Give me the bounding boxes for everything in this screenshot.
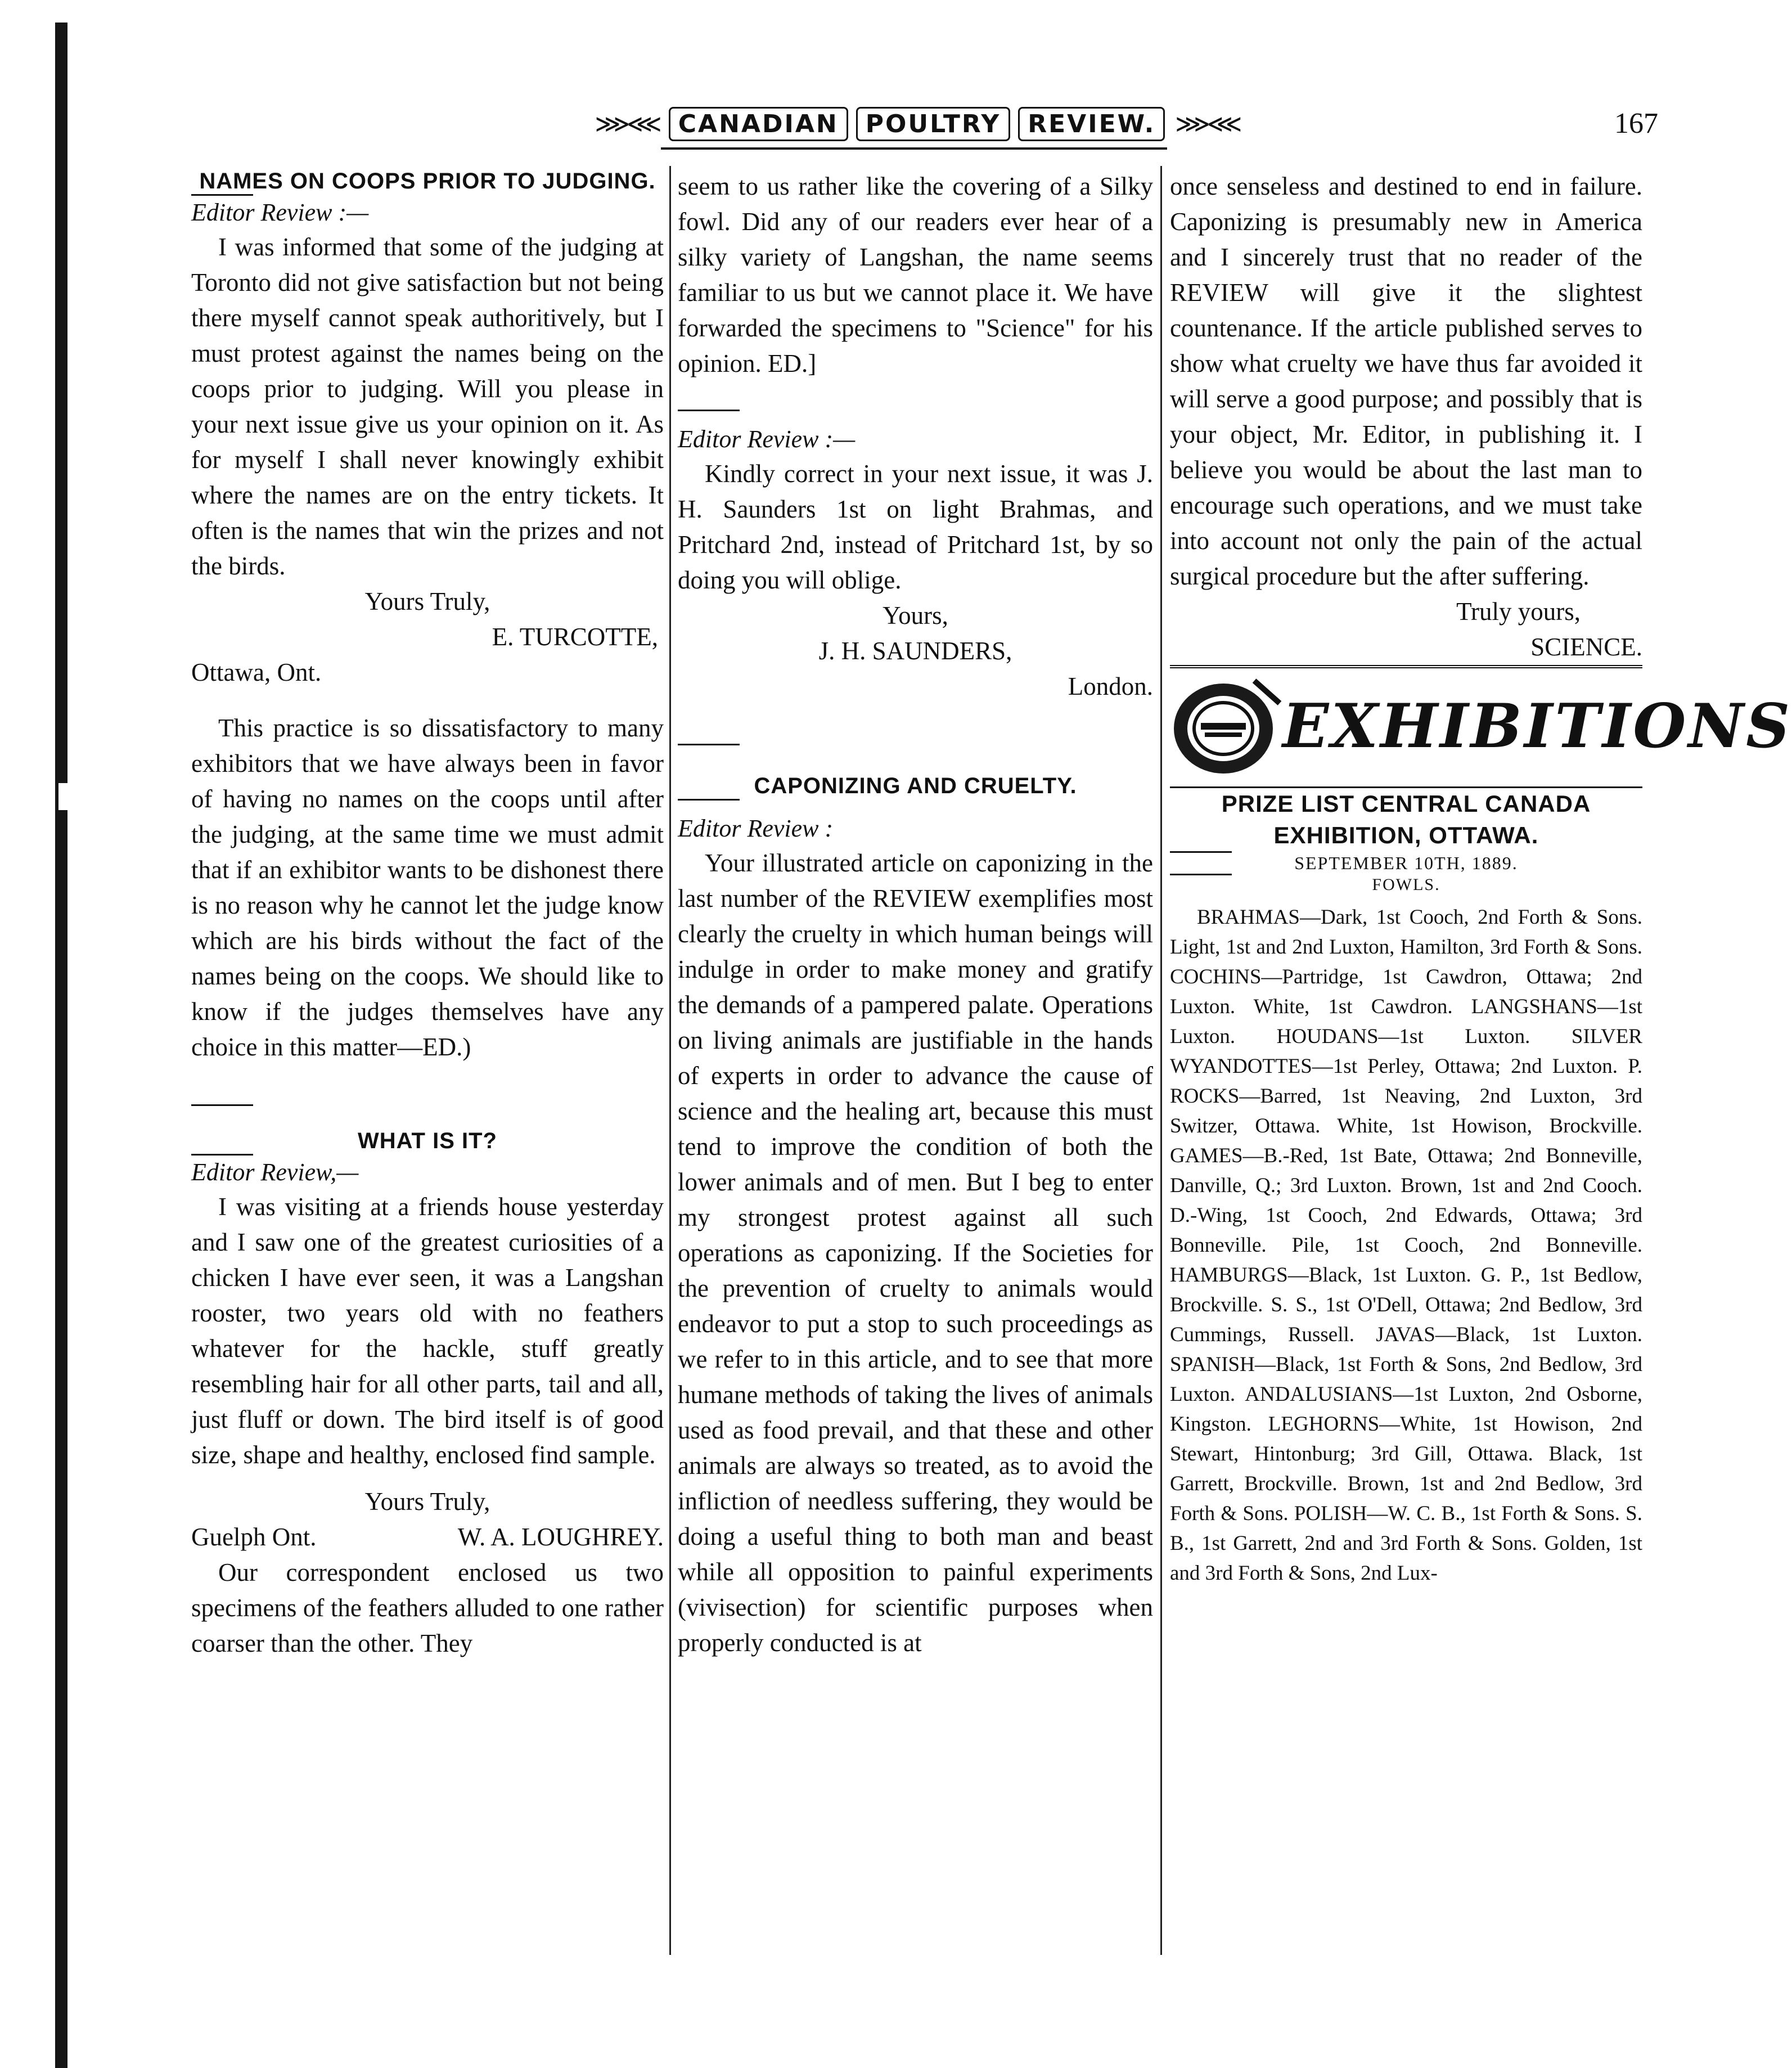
- masthead-title: [669, 107, 1165, 141]
- letter-place: Guelph Ont.: [191, 1523, 317, 1551]
- masthead-left-ornament: ⋙⋘: [595, 110, 659, 138]
- letter-closing: Yours,: [883, 601, 948, 630]
- column-1: [191, 169, 664, 1661]
- editor-salutation: Editor Review :—: [678, 425, 856, 453]
- exhibitions-banner: [1170, 665, 1792, 788]
- letter-body: I was informed that some of the judging at Toronto did not give satisfaction but not being there myself cannot speak authoritively, but I must protest against the names being on the coops prior to judging. Will you please in your next issue give us your opinion on it. As for myself I shall never knowingly exhibit where the names are on the entry tickets. It often is the names that win the prizes and not the birds.: [191, 233, 664, 580]
- masthead-word-2: POULTRY: [856, 107, 1010, 141]
- letter-closing: Yours Truly,: [364, 587, 490, 615]
- separator: [678, 744, 740, 745]
- masthead-word-1: CANADIAN: [669, 107, 848, 141]
- article-heading-names-on-coops: NAMES ON COOPS PRIOR TO JUDGING.: [199, 169, 656, 194]
- separator: [191, 1104, 253, 1106]
- binding-notch: [58, 783, 67, 810]
- editor-reply-continued: seem to us rather like the covering of a Silky fowl. Did any of our readers ever hear of a silky variety of Langshan, the name seems familiar to us but we cannot place it. We have forwarded the specimens to "Science" for his opinion. ED.]: [678, 172, 1153, 377]
- letter-place: London.: [1068, 672, 1153, 700]
- masthead-right-ornament: ⋙⋘: [1175, 110, 1239, 138]
- page-binding-edge: [55, 23, 67, 2068]
- letter-body-continued: once senseless and destined to end in failure. Caponizing is presumably new in America and I sincerely trust that no reader of the REVIEW will give it the slightest countenance. If the article published serves to show what cruelty we have thus far avoided it will serve a good purpose; and possibly that is your object, Mr. Editor, in publishing it. I believe you would be about the last man to encourage such operations, and we must take into account not only the pain of the actual surgical procedure but the after suffering.: [1170, 172, 1642, 590]
- masthead: [595, 101, 1239, 146]
- page-number: 167: [1614, 107, 1658, 140]
- letter-body: Kindly correct in your next issue, it was J. H. Saunders 1st on light Brahmas, and Pritchard 2nd, instead of Pritchard 1st, by so doing you will oblige.: [678, 460, 1153, 594]
- column-3: [1170, 169, 1792, 1588]
- editor-salutation: Editor Review,—: [191, 1158, 359, 1186]
- prize-list-date: SEPTEMBER 10TH, 1889.: [1294, 853, 1518, 873]
- section-heading-fowls: FOWLS.: [1372, 875, 1440, 894]
- letter-body: Your illustrated article on caponizing in the last number of the REVIEW exemplifies most clearly the cruelty in which human beings will indulge in order to make money and gratify the demands of a pampered palate. Operations on living animals are justifiable in the hands of experts in order to advance the cause of science and the healing art, because this must tend to improve the condition of both the lower animals and of men. But I beg to enter my strongest protest against all such operations as caponizing. If the Societies for the prevention of cruelty to animals would endeavor to put a stop to such proceedings as we refer to in this article, and to see that more humane methods of taking the lives of animals used as food prevail, and that these and other animals are always so treated, as to avoid the infliction of needless suffering, they would be doing a useful thing to both man and beast while all opposition to painful experiments (vivisection) for scientific purposes when properly conducted is at: [678, 849, 1153, 1657]
- separator: [678, 799, 740, 801]
- column-rule-2: [1160, 166, 1162, 1955]
- letter-body: I was visiting at a friends house yesterday and I saw one of the greatest curiosities of a chicken I have ever seen, it was a Langshan rooster, two years old with no feathers whatever for the hackle, stuff greatly resembling hair for all other parts, tail and all, just fluff or down. The bird itself is of good size, shape and healthy, enclosed find sample.: [191, 1193, 664, 1469]
- article-heading-caponizing: CAPONIZING AND CRUELTY.: [754, 774, 1077, 798]
- letter-closing: Yours Truly,: [364, 1487, 490, 1516]
- editor-salutation: Editor Review :—: [191, 199, 369, 226]
- masthead-rule: [661, 147, 1167, 150]
- letter-signer: W. A. LOUGHREY.: [457, 1523, 664, 1551]
- masthead-word-3: REVIEW.: [1018, 107, 1165, 141]
- letter-signer: E. TURCOTTE,: [492, 623, 658, 651]
- editor-reply: This practice is so dissatisfactory to many exhibitors that we have always been in favor of having no names on the coops until after the judging, at the same time we must admit that if an exhibitor wants to be dishonest there is no reason why he cannot let the judge know which are his birds without the fact of the names being on the coops. We should like to know if the judges themselves have any choice in this matter—ED.): [191, 714, 664, 1061]
- editor-salutation: Editor Review :: [678, 815, 834, 842]
- letter-signer: J. H. SAUNDERS,: [818, 637, 1012, 665]
- letter-closing: Truly yours,: [1456, 597, 1581, 626]
- exhibition-medal-icon: [1170, 675, 1282, 782]
- article-heading-prize-list: PRIZE LIST CENTRAL CANADA EXHIBITION, OTTAWA.: [1221, 790, 1591, 848]
- editor-reply: Our correspondent enclosed us two specimens of the feathers alluded to one rather coarser than the other. They: [191, 1558, 664, 1657]
- letter-place: Ottawa, Ont.: [191, 658, 322, 686]
- letter-signoff-row: [191, 1519, 664, 1555]
- column-rule-1: [669, 166, 671, 1955]
- column-2: [678, 169, 1153, 1661]
- separator: [678, 410, 740, 411]
- banner-title: EXHIBITIONS: [1282, 691, 1792, 762]
- prize-list-body: BRAHMAS—Dark, 1st Cooch, 2nd Forth & Sons. Light, 1st and 2nd Luxton, Hamilton, 3rd Forth & Sons. COCHINS—Partridge, 1st Cawdron, Ottawa; 2nd Luxton. White, 1st Cawdron. LANGSHANS—1st Luxton. HOUDANS—1st Luxton. SILVER WYANDOTTES—1st Perley, Ottawa; 2nd Luxton. P. ROCKS—Barred, 1st Neaving, 2nd Luxton, 3rd Switzer, Ottawa. White, 1st Howison, Brockville. GAMES—B.-Red, 1st Bate, Ottawa; 2nd Bonneville, Danville, Q.; 3rd Luxton. Brown, 1st and 2nd Cooch. D.-Wing, 1st Cooch, 2nd Edwards, Ottawa; 3rd Bonneville. Pile, 1st Cooch, 2nd Bonneville. HAMBURGS—Black, 1st Luxton. G. P., 1st Bedlow, Brockville. S. S., 1st O'Dell, Ottawa; 2nd Bedlow, 3rd Cummings, Russell. JAVAS—Black, 1st Luxton. SPANISH—Black, 1st Forth & Sons, 2nd Bedlow, 3rd Luxton. ANDALUSIANS—1st Luxton, 2nd Osborne, Kingston. LEGHORNS—White, 1st Howison, 2nd Stewart, Hintonburg; 3rd Gill, Ottawa. Black, 1st Garrett, Brockville. Brown, 1st and 2nd Bedlow, 3rd Forth & Sons. POLISH—W. C. B., 1st Forth & Sons. S. B., 1st Garrett, 2nd and 3rd Forth & Sons. Golden, 1st and 3rd Forth & Sons, 2nd Lux-: [1170, 906, 1642, 1585]
- letter-signer: SCIENCE.: [1530, 633, 1642, 661]
- article-heading-what-is-it: WHAT IS IT?: [358, 1129, 497, 1153]
